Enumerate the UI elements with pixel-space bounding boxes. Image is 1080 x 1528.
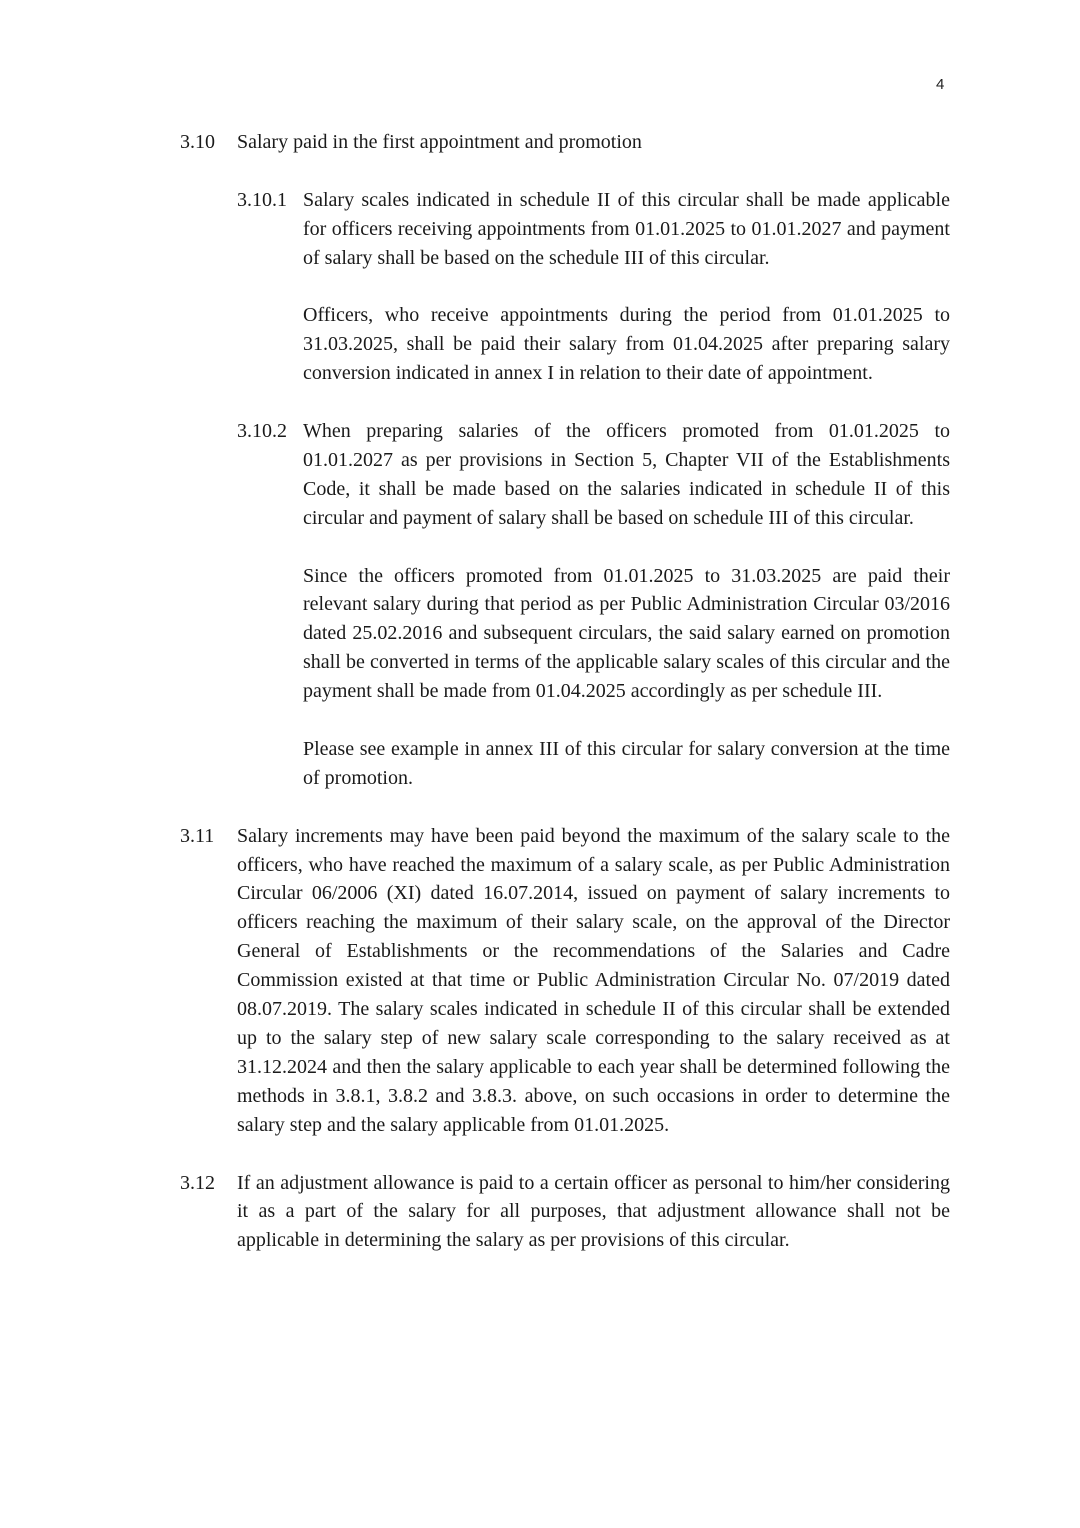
paragraph: Since the officers promoted from 01.01.2025 to 31.03.2025 are paid their relevant salary during that period as per Public Administration Circular 03/2016 dated 25.02.2016 and subsequent circulars, the said salary earned on promotion shall be converted in terms of the applicable salary scales of this circular and the payment shall be made from 01.04.2025 accordingly as per schedule III. xyxy=(303,564,950,703)
section-body xyxy=(237,128,950,793)
subsection-body xyxy=(303,417,950,793)
paragraph: When preparing salaries of the officers promoted from 01.01.2025 to 01.01.2027 as per provisions in Section 5, Chapter VII of the Establishments Code, it shall be made based on the salaries indicated in schedule II of this circular and payment of salary shall be based on schedule III of this circular. xyxy=(303,420,950,529)
section-3-12 xyxy=(180,1169,950,1256)
page-number: 4 xyxy=(936,76,945,93)
section-body: Salary increments may have been paid beyond the maximum of the salary scale to the officers, who have reached the maximum of a salary scale, as per Public Administration Circular 06/2006 (XI) dated 16.07.2014, issued on payment of salary increments to officers reaching the maximum of their salary scale, on the approval of the Director General of Establishments or the recommendations of the Salaries and Cadre Commission existed at that time or Public Administration Circular No. 07/2019 dated 08.07.2019. The salary scales indicated in schedule II of this circular shall be extended up to the salary step of new salary scale corresponding to the salary received as at 31.12.2024 and then the salary applicable to each year shall be determined following the methods in 3.8.1, 3.8.2 and 3.8.3. above, on such occasions in order to determine the salary step and the salary applicable from 01.01.2025. xyxy=(237,824,950,1136)
paragraph: Please see example in annex III of this circular for salary conversion at the time of promotion. xyxy=(303,737,950,789)
section-number: 3.12 xyxy=(180,1171,215,1194)
section-title: Salary paid in the first appointment and promotion xyxy=(237,131,642,153)
subsection-number: 3.10.2 xyxy=(237,420,287,443)
subsection-number: 3.10.1 xyxy=(237,188,287,211)
paragraph: Salary scales indicated in schedule II of this circular shall be made applicable for officers receiving appointments from 01.01.2025 to 01.01.2027 and payment of salary shall be based on the schedule III of this circular. xyxy=(303,188,950,269)
section-3-11 xyxy=(180,822,950,1140)
paragraph: Officers, who receive appointments during the period from 01.01.2025 to 31.03.2025, shall be paid their salary from 01.04.2025 after preparing salary conversion indicated in annex I in relation to their date of appointment. xyxy=(303,304,950,385)
document-body xyxy=(180,128,950,1284)
section-body: If an adjustment allowance is paid to a certain officer as personal to him/her considering it as a part of the salary for all purposes, that adjustment allowance shall not be applicable in determining the salary as per provisions of this circular. xyxy=(237,1171,950,1252)
subsection-3-10-1 xyxy=(237,186,950,388)
section-number: 3.11 xyxy=(180,824,215,847)
subsection-body xyxy=(303,186,950,388)
section-3-10 xyxy=(180,128,950,793)
section-number: 3.10 xyxy=(180,131,215,153)
subsection-3-10-2 xyxy=(237,417,950,793)
